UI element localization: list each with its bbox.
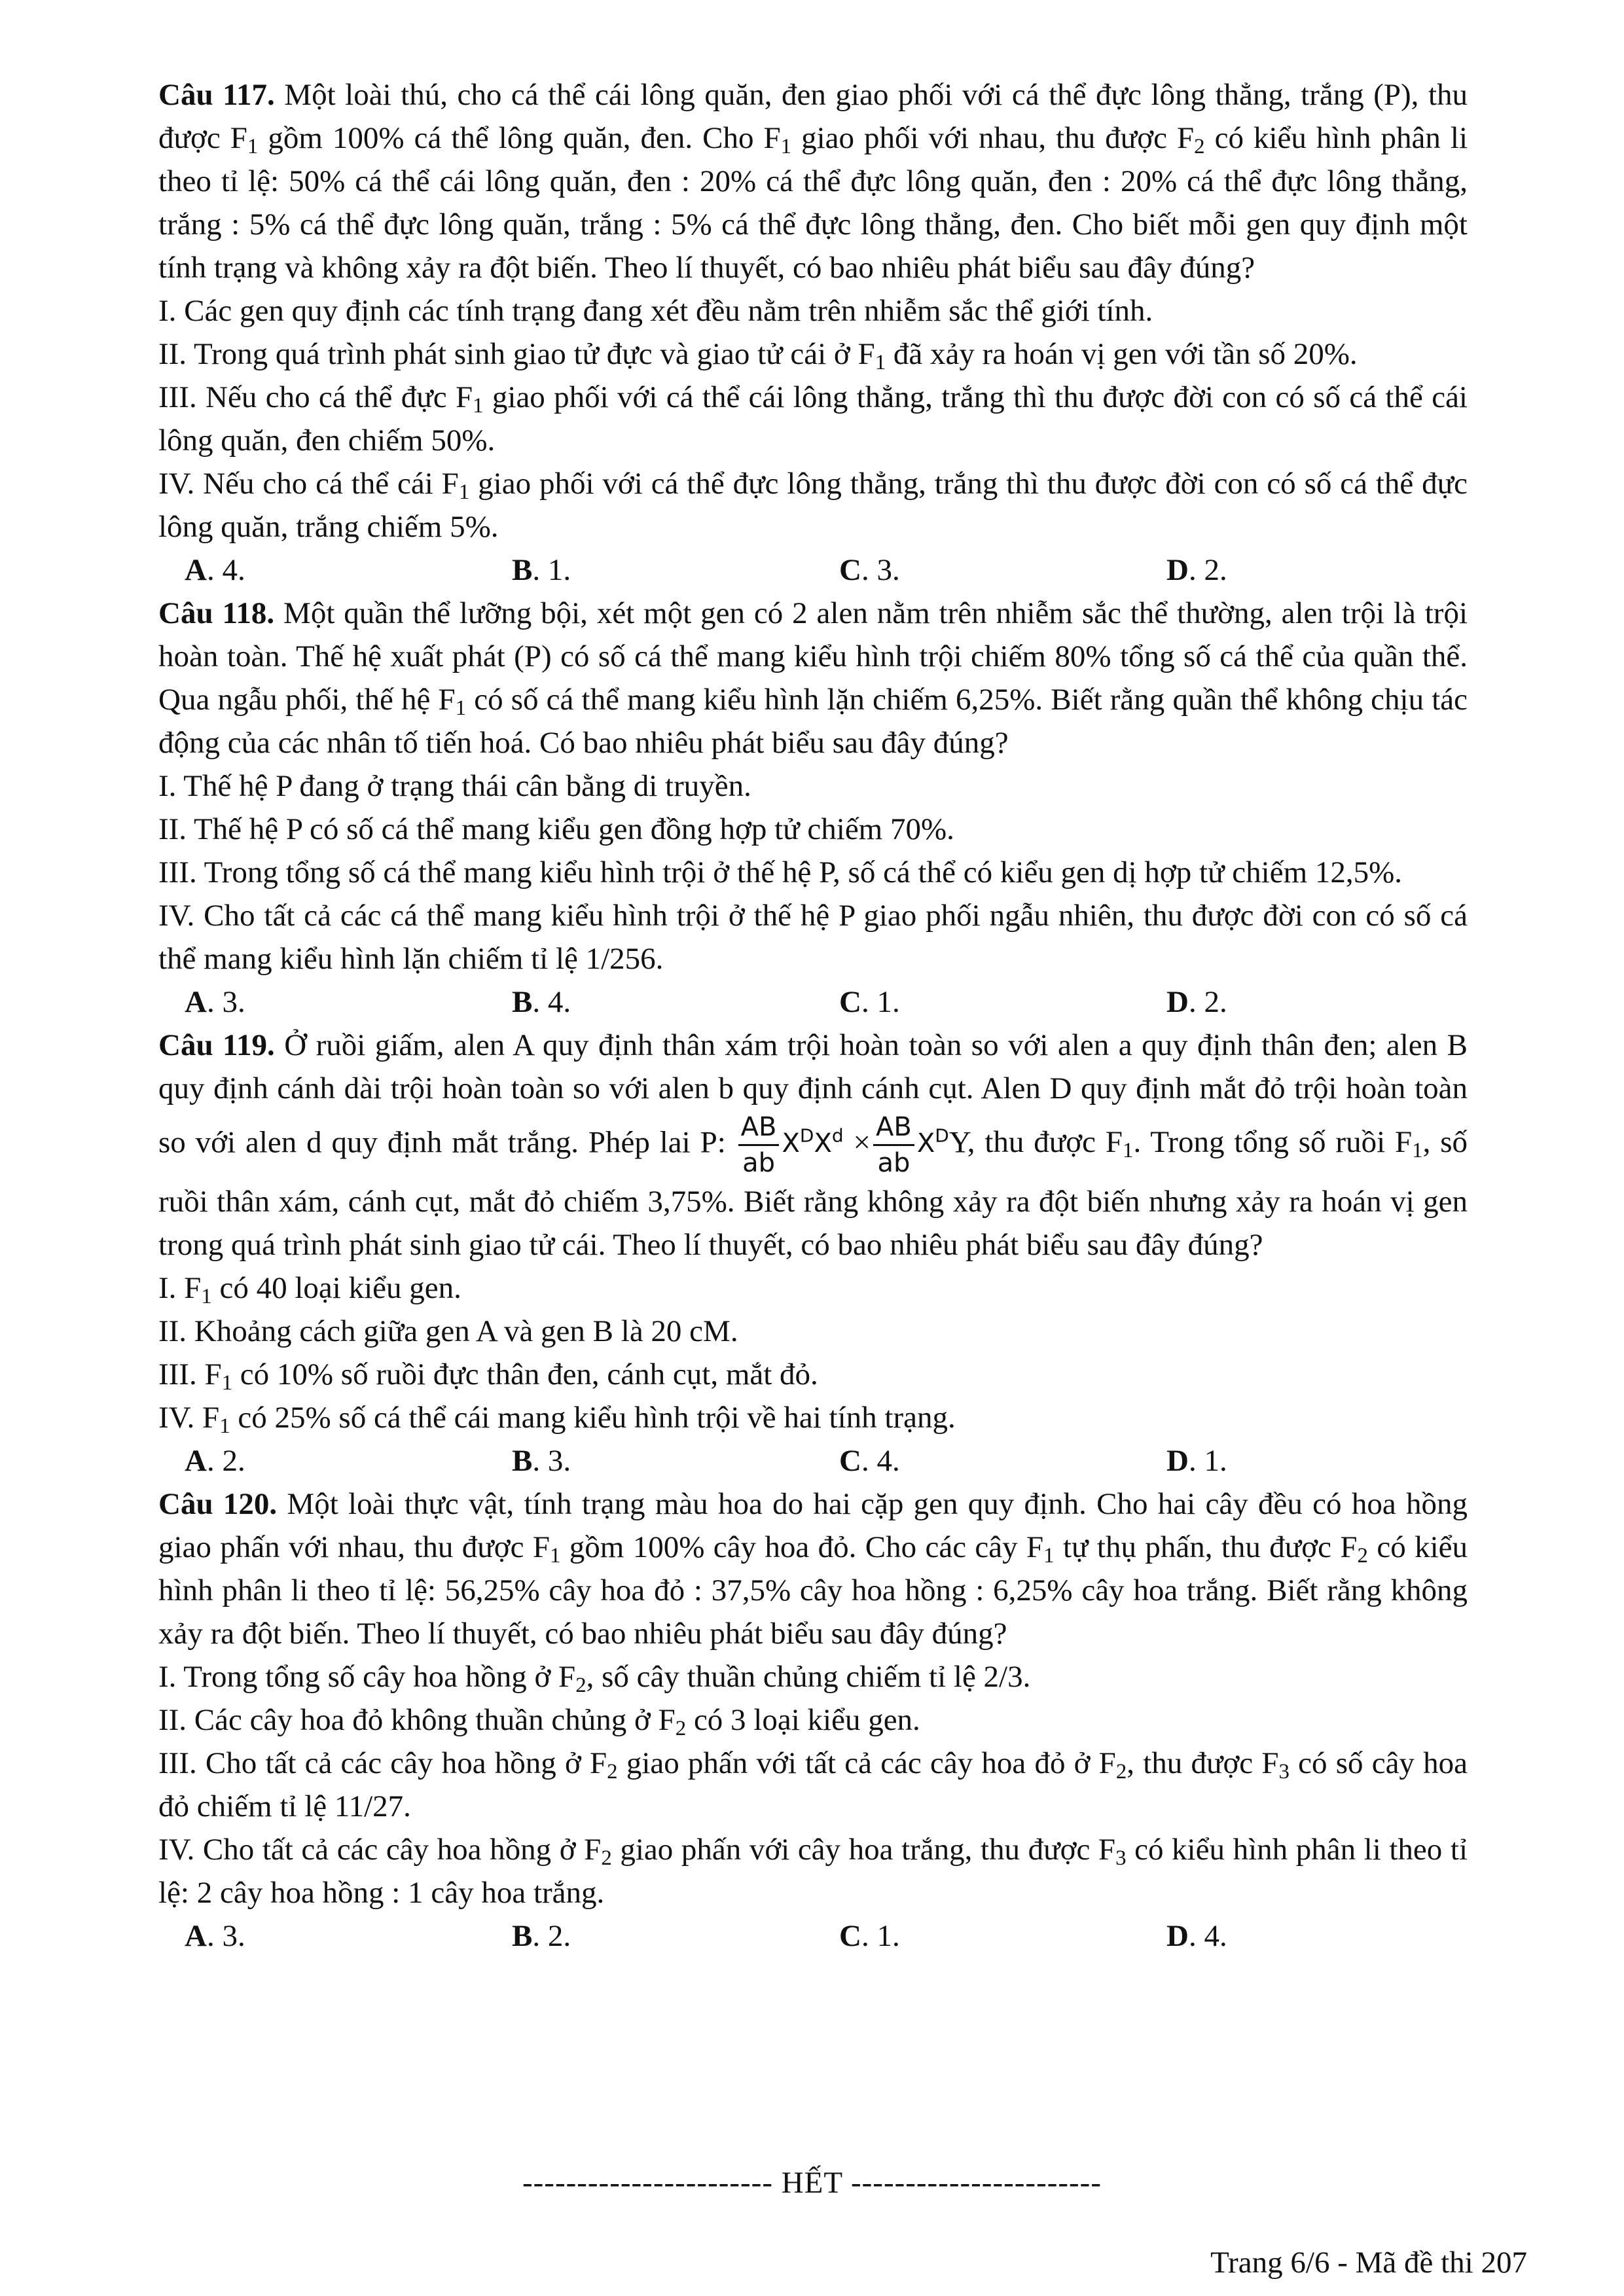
statement: II. Trong quá trình phát sinh giao tử đực và giao tử cái ở $F_1$ đã xảy ra hoán vị gen với tần số 20%.: [158, 337, 1358, 375]
male-genotype: $X^D$: [916, 1124, 949, 1159]
end-marker: ----------------------- HẾT -----------------------: [522, 2166, 1102, 2200]
option-d[interactable]: D. 2.: [1166, 553, 1227, 587]
question-body: Ở ruồi giấm, alen A quy định thân xám trội hoàn toàn so với alen a quy định thân đen; alen B quy định cánh dài trội hoàn toàn so với alen b quy định cánh cụt. Alen D quy định mắt đỏ trội hoàn toàn so với alen d quy định mắt trắng. Phép lai P:: [158, 1028, 1468, 1160]
question-text: [158, 1482, 1468, 1655]
option-a[interactable]: A. 3.: [185, 1919, 245, 1953]
genotype-fraction: $\frac{AB}{ab}$: [738, 1110, 780, 1180]
question-body: Một quần thể lưỡng bội, xét một gen có 2 alen nằm trên nhiễm sắc thể thường, alen trội là trội hoàn toàn. Thế hệ xuất phát (P) có số cá thể mang kiểu hình trội chiếm 80% tổng số cá thể của quần thể. Qua ngẫu phối, thế hệ $F_1$ có số cá thể mang kiểu hình lặn chiếm 6,25%. Biết rằng quần thể không chịu tác động của các nhân tố tiến hoá. Có bao nhiêu phát biểu sau đây đúng?: [158, 596, 1468, 760]
answer-options: [158, 1914, 1468, 1958]
page-footer: Trang 6/6 - Mã đề thi 207: [1210, 2246, 1527, 2280]
statement: III. Nếu cho cá thể đực $F_1$ giao phối với cá thể cái lông thẳng, trắng thì thu được đời con có số cá thể cái lông quăn, đen chiếm 50%.: [158, 380, 1468, 457]
question-text: [158, 592, 1468, 764]
option-d[interactable]: D. 4.: [1166, 1919, 1227, 1953]
option-b[interactable]: B. 2.: [512, 1919, 571, 1953]
statement: IV. Cho tất cả các cây hoa hồng ở $F_2$ giao phấn với cây hoa trắng, thu được $F_3$ có kiểu hình phân li theo tỉ lệ: 2 cây hoa hồng : 1 cây hoa trắng.: [158, 1833, 1468, 1910]
question-label: Câu 120.: [158, 1487, 278, 1521]
question-120: [158, 1482, 1468, 1958]
question-body-cont: , thu được $F_1$. Trong tổng số ruồi $F_1$, số ruồi thân xám, cánh cụt, mắt đỏ chiếm 3,75%. Biết rằng không xảy ra đột biến nhưng xảy ra hoán vị gen trong quá trình phát sinh giao tử cái. Theo lí thuyết, có bao nhiêu phát biểu sau đây đúng?: [158, 1125, 1468, 1262]
option-d[interactable]: D. 2.: [1166, 985, 1227, 1019]
question-label: Câu 118.: [158, 596, 275, 630]
option-a[interactable]: A. 2.: [185, 1444, 245, 1478]
statement: III. Cho tất cả các cây hoa hồng ở $F_2$ giao phấn với tất cả các cây hoa đỏ ở $F_2$, thu được $F_3$ có số cây hoa đỏ chiếm tỉ lệ 11/27.: [158, 1746, 1468, 1823]
statement: I. $F_1$ có 40 loại kiểu gen.: [158, 1271, 461, 1309]
answer-options: [158, 1439, 1468, 1482]
genotype-fraction: $\frac{AB}{ab}$: [873, 1110, 914, 1180]
statement: I. Trong tổng số cây hoa hồng ở $F_2$, số cây thuần chủng chiếm tỉ lệ 2/3.: [158, 1660, 1031, 1698]
statement: IV. Nếu cho cá thể cái $F_1$ giao phối với cá thể đực lông thẳng, trắng thì thu được đời con có số cá thể đực lông quăn, trắng chiếm 5%.: [158, 467, 1468, 544]
question-body: Một loài thực vật, tính trạng màu hoa do hai cặp gen quy định. Cho hai cây đều có hoa hồng giao phấn với nhau, thu được $F_1$ gồm 100% cây hoa đỏ. Cho các cây $F_1$ tự thụ phấn, thu được $F_2$ có kiểu hình phân li theo tỉ lệ: 56,25% cây hoa đỏ : 37,5% cây hoa hồng : 6,25% cây hoa trắng. Biết rằng không xảy ra đột biến. Theo lí thuyết, có bao nhiêu phát biểu sau đây đúng?: [158, 1487, 1468, 1651]
statement: II. Thế hệ P có số cá thể mang kiểu gen đồng hợp tử chiếm 70%.: [158, 812, 954, 846]
option-c[interactable]: C. 3.: [839, 553, 900, 587]
option-d[interactable]: D. 1.: [1166, 1444, 1227, 1478]
option-c[interactable]: C. 4.: [839, 1444, 900, 1478]
statement: II. Khoảng cách giữa gen A và gen B là 20 cM.: [158, 1314, 738, 1348]
statement: IV. Cho tất cả các cá thể mang kiểu hình trội ở thế hệ P giao phối ngẫu nhiên, thu được đời con có số cá thể mang kiểu hình lặn chiếm tỉ lệ 1/256.: [158, 899, 1468, 976]
answer-options: [158, 980, 1468, 1024]
cross-sign: ×: [853, 1125, 871, 1160]
question-label: Câu 117.: [158, 78, 275, 112]
questions-container: [158, 73, 1468, 1958]
option-c[interactable]: C. 1.: [839, 1919, 900, 1953]
question-text: Câu 119. Ở ruồi giấm, alen A quy định thân xám trội hoàn toàn so với alen a quy định thân đen; alen B quy định cánh dài trội hoàn toàn so với alen b quy định cánh cụt. Alen D quy định mắt đỏ trội hoàn toàn so với alen d quy định mắt trắng. Phép lai P: $\frac{AB}{ab}$ $X^DX^d$ × $\frac{AB}{ab}$ $X^DY$, thu được $F_1$. Trong tổng số ruồi $F_1$, số ruồi thân xám, cánh cụt, mắt đỏ chiếm 3,75%. Biết rằng không xảy ra đột biến nhưng xảy ra hoán vị gen trong quá trình phát sinh giao tử cái. Theo lí thuyết, có bao nhiêu phát biểu sau đây đúng?: [158, 1028, 1468, 1262]
option-b[interactable]: B. 3.: [512, 1444, 571, 1478]
question-119: [158, 1024, 1468, 1482]
statement: I. Thế hệ P đang ở trạng thái cân bằng di truyền.: [158, 769, 751, 803]
statement: III. $F_1$ có 10% số ruồi đực thân đen, cánh cụt, mắt đỏ.: [158, 1357, 818, 1395]
option-b[interactable]: B. 1.: [512, 553, 571, 587]
statement: I. Các gen quy định các tính trạng đang xét đều nằm trên nhiễm sắc thể giới tính.: [158, 294, 1153, 328]
option-a[interactable]: A. 3.: [185, 985, 245, 1019]
statement: II. Các cây hoa đỏ không thuần chủng ở $F_2$ có 3 loại kiểu gen.: [158, 1703, 920, 1741]
option-a[interactable]: A. 4.: [185, 553, 245, 587]
statement: III. Trong tổng số cá thể mang kiểu hình trội ở thế hệ P, số cá thể có kiểu gen dị hợp tử chiếm 12,5%.: [158, 855, 1403, 889]
question-117: [158, 73, 1468, 592]
female-genotype: $X^DX^d$: [782, 1124, 844, 1159]
question-text: [158, 73, 1468, 289]
question-body: Một loài thú, cho cá thể cái lông quăn, đen giao phối với cá thể đực lông thẳng, trắng (P), thu được $F_1$ gồm 100% cá thể lông quăn, đen. Cho $F_1$ giao phối với nhau, thu được $F_2$ có kiểu hình phân li theo tỉ lệ: 50% cá thể cái lông quăn, đen : 20% cá thể đực lông quăn, đen : 20% cá thể đực lông thẳng, trắng : 5% cá thể đực lông quăn, trắng : 5% cá thể đực lông thẳng, đen. Cho biết mỗi gen quy định một tính trạng và không xảy ra đột biến. Theo lí thuyết, có bao nhiêu phát biểu sau đây đúng?: [158, 78, 1468, 285]
option-b[interactable]: B. 4.: [512, 985, 571, 1019]
question-118: [158, 592, 1468, 1024]
statement: IV. $F_1$ có 25% số cá thể cái mang kiểu hình trội về hai tính trạng.: [158, 1401, 956, 1439]
answer-options: [158, 548, 1468, 592]
option-c[interactable]: C. 1.: [839, 985, 900, 1019]
question-label: Câu 119.: [158, 1028, 275, 1062]
